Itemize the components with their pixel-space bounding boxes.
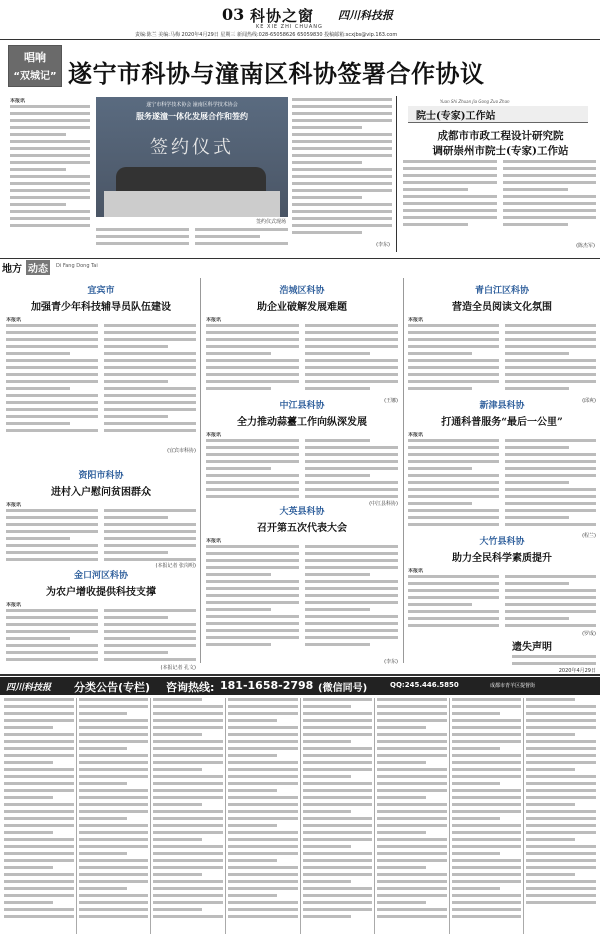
article-text xyxy=(206,432,398,500)
lead-photo xyxy=(96,97,288,217)
lead-text-col1 xyxy=(10,98,90,238)
article-region: 浩城区科协 xyxy=(279,286,325,296)
article-author: (宜宾市科协) xyxy=(167,448,196,454)
article-byline: 本报讯 xyxy=(6,317,22,323)
local-label-dongtai: 动态 xyxy=(26,260,50,275)
article-author: (中江县科协) xyxy=(369,501,398,507)
article-byline: 本报讯 xyxy=(408,317,424,323)
local-label-fang: 地方 xyxy=(2,264,22,275)
article-author: (程兰) xyxy=(582,533,596,539)
photo-banner-sign: 签约仪式 xyxy=(150,137,234,158)
lead-headline: 遂宁市科协与潼南区科协签署合作协议 xyxy=(68,59,485,88)
article-daying xyxy=(206,504,398,665)
article-text xyxy=(408,317,596,397)
expert-station-label xyxy=(408,106,588,123)
article-byline: 本报讯 xyxy=(408,568,424,574)
article-jinkouhe xyxy=(6,568,196,671)
article-title: 营造全员阅读文化氛围 xyxy=(452,302,552,313)
article-title: 全力推动蒜薹工作向纵深发展 xyxy=(237,417,367,428)
photo-banner-top: 遂宁市科学技术协会 潼南区科学技术协会 xyxy=(146,102,238,108)
article-region: 宜宾市 xyxy=(87,286,115,296)
expert-station-pinyin: Yuan Shi Zhuan Jia Gong Zuo Zhan xyxy=(440,99,510,104)
notice-date: 2020年4月29日 xyxy=(558,668,596,674)
lead-text-bottom xyxy=(96,228,288,250)
article-zhongjiang xyxy=(206,398,398,507)
article-text xyxy=(408,432,596,532)
masthead-logo: 四川科技报 xyxy=(338,9,393,22)
classified-address: 成都市青羊区提督街 xyxy=(490,683,536,689)
classified-label: 分类公告(专栏) xyxy=(74,681,151,694)
article-text xyxy=(6,602,196,664)
lead-kicker xyxy=(8,45,62,87)
header-info-line: 责编:陈兰 美编:马梅 2020年4月29日 星期三 新闻热线:028-65058626 65059830 投稿邮箱:scxjbs@vip.163.com xyxy=(135,32,398,38)
article-byline: 本报讯 xyxy=(206,317,222,323)
notice-text xyxy=(512,655,596,667)
local-pinyin: Di Fang Dong Tai xyxy=(56,263,98,269)
classified-qq: QQ:245.446.5850 xyxy=(390,681,459,689)
article-yibin xyxy=(6,283,196,463)
lead-text-col3 xyxy=(292,98,392,248)
kicker-line2: “双城记” xyxy=(13,71,57,82)
article-region: 中江县科协 xyxy=(279,401,325,411)
article-text xyxy=(408,568,596,630)
article-author: (李东) xyxy=(384,659,398,665)
expert-heading-2: 调研崇州市院士(专家)工作站 xyxy=(432,145,569,157)
article-author: (本报记者 张岗明) xyxy=(155,563,196,569)
article-region: 资阳市科协 xyxy=(78,471,124,481)
lead-photo-caption: 签约仪式现场 xyxy=(255,219,286,225)
article-region: 金口河区科协 xyxy=(73,571,128,581)
page-header xyxy=(0,0,600,40)
lead-right-divider xyxy=(396,96,397,252)
article-title: 打通科普服务“最后一公里” xyxy=(441,417,563,428)
local-band xyxy=(0,258,600,273)
expert-text xyxy=(403,160,596,242)
article-author: (罗成) xyxy=(582,631,596,637)
article-title: 为农户增收提供科技支撑 xyxy=(46,587,156,598)
article-text xyxy=(206,538,398,658)
classified-hotline-label: 咨询热线: xyxy=(166,681,215,694)
article-xinjin xyxy=(408,398,596,539)
photo-people xyxy=(116,167,266,193)
article-title: 助企业破解发展难题 xyxy=(257,302,347,313)
expert-station-text: 院士(专家)工作站 xyxy=(416,111,496,122)
article-title: 加强青少年科技辅导员队伍建设 xyxy=(31,302,171,313)
article-dazhu xyxy=(408,534,596,637)
lost-notice xyxy=(512,638,596,674)
article-text xyxy=(206,317,398,397)
article-author: (邱爽) xyxy=(582,398,596,404)
article-title: 召开第五次代表大会 xyxy=(257,523,347,534)
article-byline: 本报讯 xyxy=(6,602,22,608)
article-byline: 本报讯 xyxy=(6,502,22,508)
classified-hotline: 181-1658-2798 xyxy=(220,679,314,692)
article-haocheng xyxy=(206,283,398,404)
article-title: 进村入户慰问贫困群众 xyxy=(51,487,151,498)
photo-banner-main: 服务遂潼一体化发展合作和签约 xyxy=(136,112,248,121)
col-divider-2 xyxy=(403,278,404,663)
kicker-line1: 唱响 xyxy=(24,51,46,64)
header-rule xyxy=(0,39,600,40)
classified-masthead: 四川科技报 xyxy=(6,683,52,693)
article-byline: 本报讯 xyxy=(206,538,222,544)
classified-wechat: (微信同号) xyxy=(318,683,368,694)
classified-ads xyxy=(4,698,596,934)
expert-author: (陈杰军) xyxy=(576,243,595,249)
col-divider-1 xyxy=(200,278,201,663)
article-author: (王娜) xyxy=(384,398,398,404)
classified-rule xyxy=(0,674,600,676)
article-region: 青白江区科协 xyxy=(474,286,529,296)
photo-table xyxy=(104,191,280,217)
section-title: 科协之窗 xyxy=(250,7,315,25)
article-text xyxy=(6,502,196,562)
notice-title: 遗失声明 xyxy=(512,642,552,653)
article-title: 助力全民科学素质提升 xyxy=(452,553,552,564)
article-byline: 本报讯 xyxy=(408,432,424,438)
classified-header xyxy=(0,677,600,695)
article-text xyxy=(6,317,196,447)
lead-byline: 本报讯 xyxy=(10,98,26,104)
article-byline: 本报讯 xyxy=(206,432,222,438)
article-ziyang xyxy=(6,468,196,569)
expert-heading-1: 成都市市政工程设计研究院 xyxy=(437,130,564,142)
lead-author: (李东) xyxy=(376,242,390,248)
article-region: 新津县科协 xyxy=(479,401,525,411)
article-region: 大英县科协 xyxy=(279,507,325,517)
classified-ad-columns xyxy=(4,698,596,934)
article-qingbaijiang xyxy=(408,283,596,404)
article-author: (本报记者 孔文) xyxy=(160,665,196,671)
page-number: 03 xyxy=(222,5,245,24)
article-region: 大竹县科协 xyxy=(479,537,525,547)
section-pinyin: KE XIE ZHI CHUANG xyxy=(256,24,323,30)
